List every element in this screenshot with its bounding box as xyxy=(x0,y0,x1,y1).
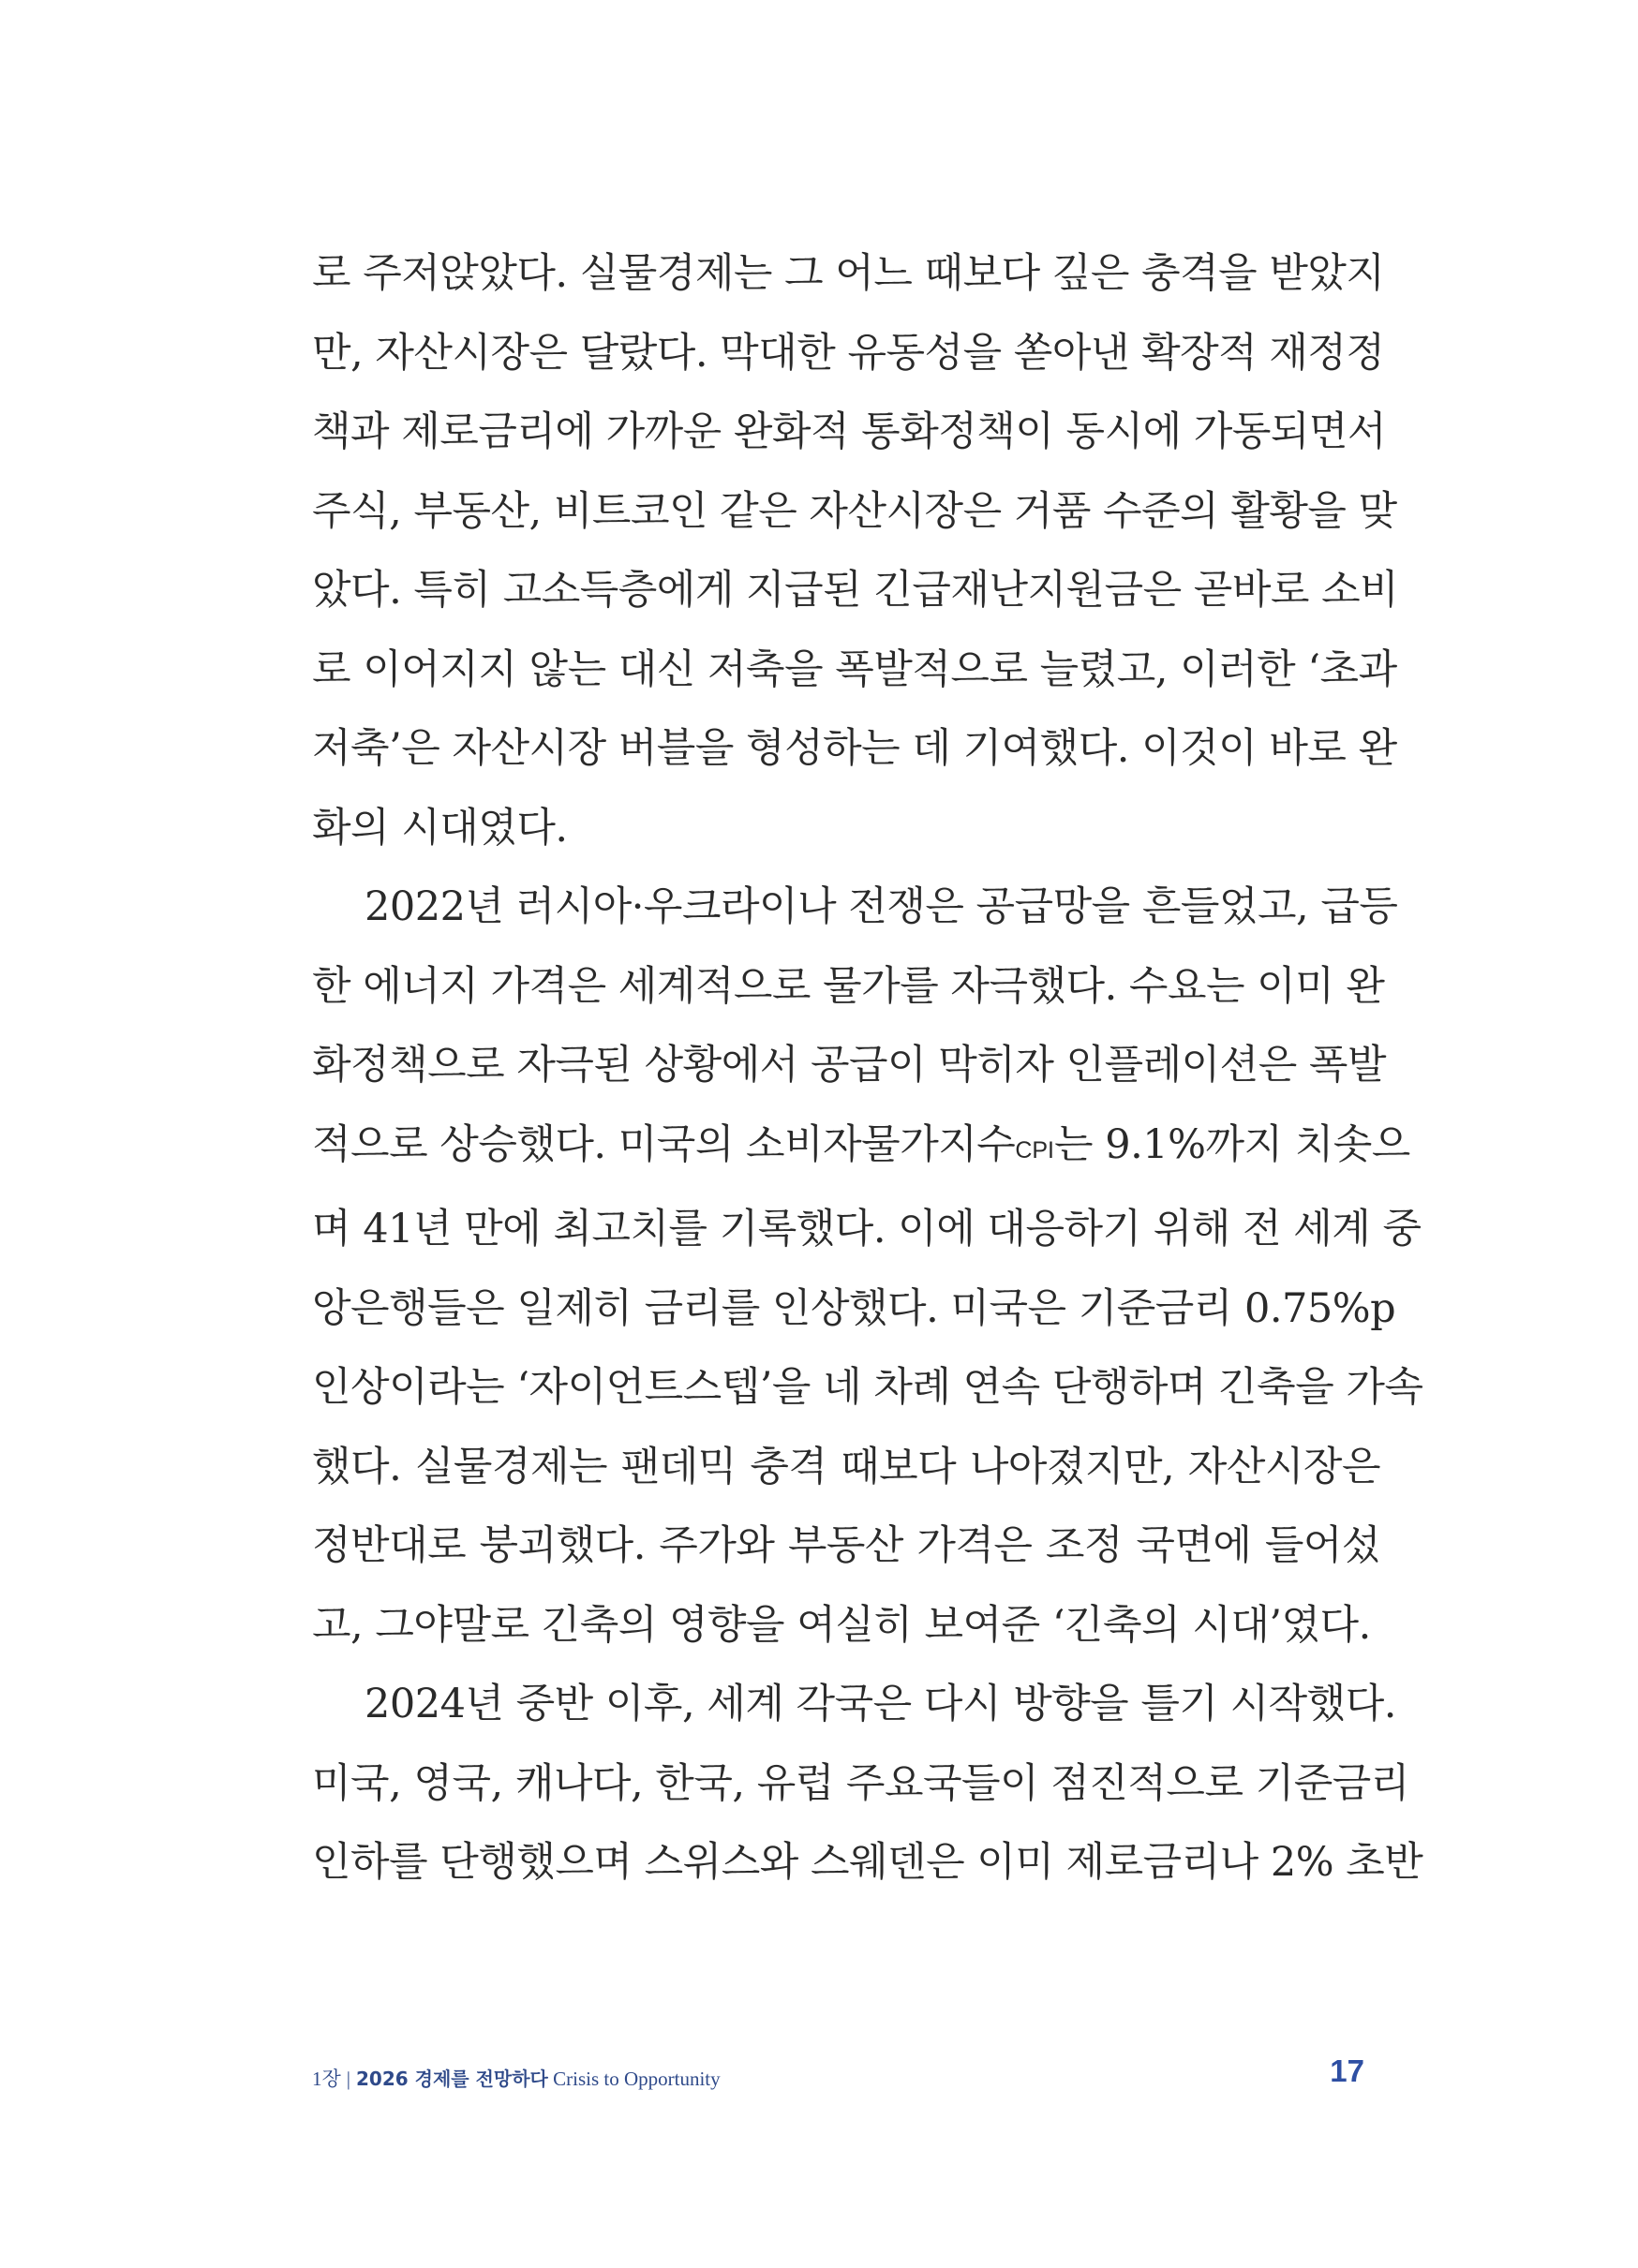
text-line: 았다. 특히 고소득층에게 지급된 긴급재난지원금은 곧바로 소비 xyxy=(312,567,1399,614)
text-line: 인상이라는 ‘자이언트스텝’을 네 차례 연속 단행하며 긴축을 가속 xyxy=(312,1364,1423,1411)
text-segment: 는 9.1%까지 치솟으 xyxy=(1054,1120,1410,1168)
text-line: 앙은행들은 일제히 금리를 인상했다. 미국은 기준금리 0.75%p xyxy=(312,1284,1396,1332)
text-line: 만, 자산시장은 달랐다. 막대한 유동성을 쏟아낸 확장적 재정정 xyxy=(312,329,1385,377)
text-line: 한 에너지 가격은 세계적으로 물가를 자극했다. 수요는 이미 완 xyxy=(312,962,1385,1010)
text-line: 화의 시대였다. xyxy=(312,804,568,852)
text-line: 2024년 중반 이후, 세계 각국은 다시 방향을 틀기 시작했다. xyxy=(365,1681,1396,1727)
text-line: 했다. 실물경제는 팬데믹 충격 때보다 나아졌지만, 자산시장은 xyxy=(312,1443,1380,1490)
text-line: 화정책으로 자극된 상황에서 공급이 막히자 인플레이션은 폭발 xyxy=(312,1042,1386,1089)
text-line: 정반대로 붕괴했다. 주가와 부동산 가격은 조정 국면에 들어섰 xyxy=(312,1522,1380,1569)
text-line: 고, 그야말로 긴축의 영향을 여실히 보여준 ‘긴축의 시대’였다. xyxy=(312,1601,1371,1649)
text-line: 미국, 영국, 캐나다, 한국, 유럽 주요국들이 점진적으로 기준금리 xyxy=(312,1759,1409,1807)
text-line: 며 41년 만에 최고치를 기록했다. 이에 대응하기 위해 전 세계 중 xyxy=(312,1206,1422,1253)
footer-separator: | xyxy=(346,2068,351,2090)
running-footer xyxy=(312,2064,721,2092)
text-line: 저축’은 자산시장 버블을 형성하는 데 기여했다. 이것이 바로 완 xyxy=(312,725,1397,772)
text-line: 인하를 단행했으며 스위스와 스웨덴은 이미 제로금리나 2% 초반 xyxy=(312,1839,1423,1886)
text-line: 로 이어지지 않는 대신 저축을 폭발적으로 늘렸고, 이러한 ‘초과 xyxy=(312,645,1397,693)
chapter-label: 1장 xyxy=(312,2068,341,2090)
text-segment: 적으로 상승했다. 미국의 소비자물가지수 xyxy=(312,1120,1016,1168)
book-subtitle: Crisis to Opportunity xyxy=(553,2068,721,2090)
body-text xyxy=(312,234,1423,1903)
text-line: 책과 제로금리에 가까운 완화적 통화정책이 동시에 가동되면서 xyxy=(312,408,1386,455)
text-line: 주식, 부동산, 비트코인 같은 자산시장은 거품 수준의 활황을 맞 xyxy=(312,487,1397,535)
text-line-with-abbr xyxy=(312,1105,1410,1191)
book-title: 2026 경제를 전망하다 xyxy=(356,2068,548,2090)
cpi-abbreviation: CPI xyxy=(1015,1136,1055,1164)
text-line: 2022년 러시아·우크라이나 전쟁은 공급망을 흔들었고, 급등 xyxy=(365,883,1398,930)
text-line: 로 주저앉았다. 실물경제는 그 어느 때보다 깊은 충격을 받았지 xyxy=(312,250,1385,297)
page-number: 17 xyxy=(1330,2053,1364,2088)
